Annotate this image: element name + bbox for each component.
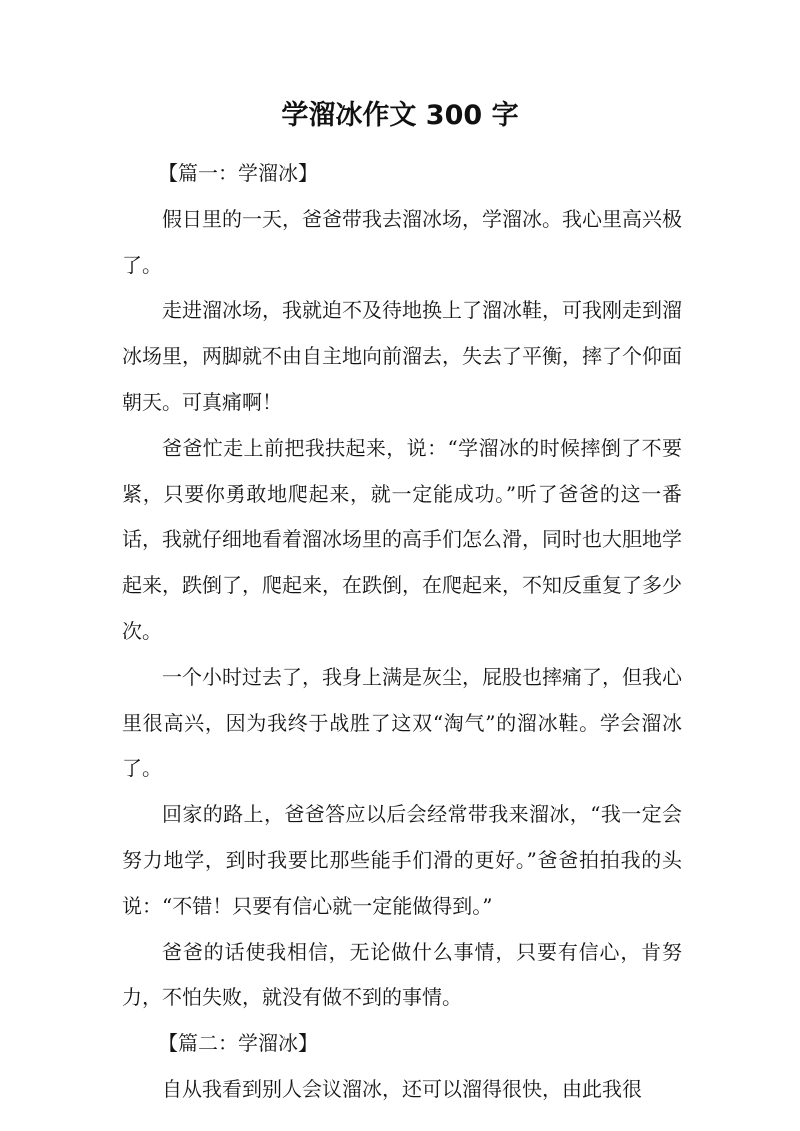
section-heading: 【篇二：学溜冰】 xyxy=(158,1031,318,1056)
paragraph: 走进溜冰场，我就迫不及待地换上了溜冰鞋，可我刚走到溜冰场里，两脚就不由自主地向前溜去，失去了平衡，摔了个仰面朝天。可真痛啊！ xyxy=(122,298,682,414)
paragraph: 假日里的一天，爸爸带我去溜冰场，学溜冰。我心里高兴极了。 xyxy=(122,206,682,277)
document-title: 学溜冰作文 300 字 xyxy=(281,100,519,131)
paragraph: 一个小时过去了，我身上满是灰尘，屁股也摔痛了，但我心里很高兴，因为我终于战胜了这双“淘气”的溜冰鞋。学会溜冰了。 xyxy=(122,664,682,781)
paragraph: 回家的路上，爸爸答应以后会经常带我来溜冰，“我一定会努力地学，到时我要比那些能手们滑的更好。”爸爸拍拍我的头说：“不错！只要有信心就一定能做得到。” xyxy=(122,802,682,918)
document-body xyxy=(122,151,682,1113)
paragraph: 爸爸的话使我相信，无论做什么事情，只要有信心，肯努力，不怕失败，就没有做不到的事情。 xyxy=(122,939,682,1010)
paragraph: 爸爸忙走上前把我扶起来，说：“学溜冰的时候摔倒了不要紧，只要你勇敢地爬起来，就一定能成功。”听了爸爸的这一番话，我就仔细地看着溜冰场里的高手们怎么滑，同时也大胆地学起来，跌倒了，爬起来，在跌倒，在爬起来，不知反重复了多少次。 xyxy=(122,435,682,643)
paragraph: 自从我看到别人会议溜冰，还可以溜得很快，由此我很 xyxy=(162,1076,642,1101)
section-heading: 【篇一：学溜冰】 xyxy=(158,161,318,185)
